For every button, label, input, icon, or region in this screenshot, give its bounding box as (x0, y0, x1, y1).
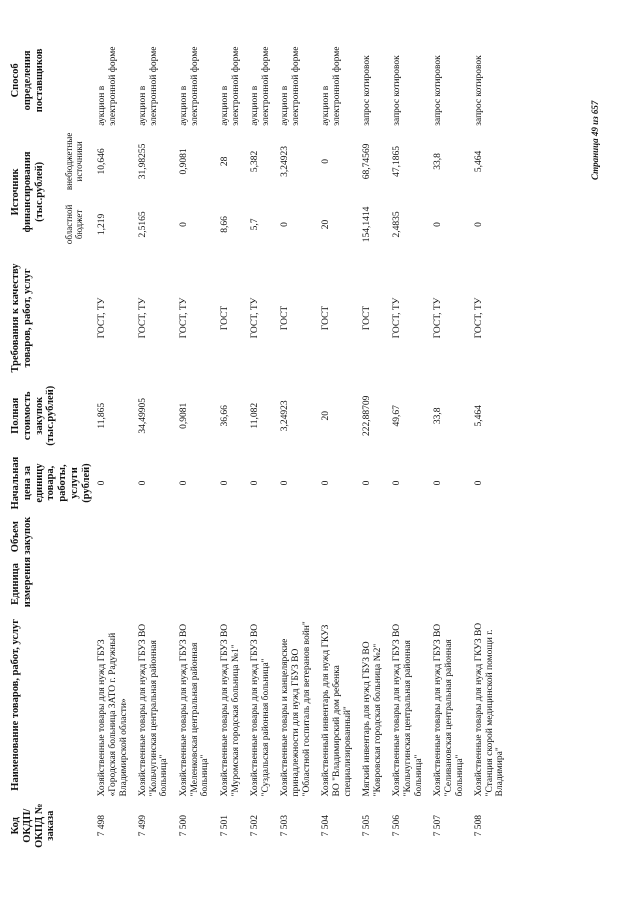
regional-budget-cell: 0 (179, 222, 189, 227)
method-cell: запрос котировок (392, 55, 403, 126)
order-code-cell: 7 503 (280, 815, 291, 837)
cost-cell: 11,865 (97, 402, 108, 429)
cost-cell: 33,8 (433, 407, 444, 425)
offbudget-cell: 0,9081 (179, 148, 189, 175)
offbudget-cell: 33,8 (433, 153, 444, 170)
table-header (8, 32, 94, 852)
unit-cell (430, 558, 471, 611)
table-row (247, 32, 277, 852)
requirements-cell: ГОСТ (321, 305, 332, 331)
order-code-cell: 7 501 (219, 815, 230, 837)
header-method: Способ определения поставщиков (10, 48, 45, 113)
method-cell: аукцион в электронной форме (138, 46, 159, 126)
price-cell: 0 (250, 480, 261, 486)
cost-cell: 222,88709 (362, 395, 373, 436)
requirements-cell: ГОСТ (280, 305, 291, 331)
page-number: Страница 49 из 657 (590, 100, 600, 180)
regional-budget-cell: 0 (474, 222, 485, 227)
requirements-cell: ГОСТ, ТУ (433, 297, 444, 339)
table-row (94, 32, 135, 852)
method-cell: запрос котировок (362, 55, 373, 126)
regional-budget-cell: 2,4835 (392, 211, 403, 238)
offbudget-cell: 0 (321, 159, 332, 164)
unit-cell (318, 558, 359, 611)
regional-budget-cell: 8,66 (219, 216, 230, 233)
method-cell: аукцион в электронной форме (280, 46, 301, 126)
item-name-cell: Хозяйственные товары для нужд ГБУЗ ВО "Селивановская центральная районная больница" (433, 623, 465, 797)
method-cell: аукцион в электронной форме (321, 46, 342, 126)
volume-cell (217, 516, 247, 558)
volume-cell (471, 516, 512, 558)
volume-cell (359, 516, 389, 558)
price-cell: 0 (97, 480, 108, 486)
item-name-cell: Хозяйственные товары для нужд ГБУЗ ВО "Кольчугинская центральная районная больница" (138, 623, 170, 797)
header-price: Начальная цена за единицу товара, работы, услуги (рублей) (10, 456, 92, 510)
order-code-cell: 7 502 (250, 815, 261, 837)
item-name-cell: Мягкий инвентарь для нужд ГБУЗ ВО "Ковровская городская больница №2" (362, 641, 383, 797)
volume-cell (94, 516, 135, 558)
item-name-cell: Хозяйственные товары и канцелярские принадлежности для нужд ГБУЗ ВО "Областной госпиталь для ветеранов войн" (280, 621, 312, 797)
rotated-page (0, 20, 640, 880)
offbudget-cell: 5,464 (474, 150, 485, 173)
cost-cell: 11,082 (250, 402, 261, 429)
table-row (217, 32, 247, 852)
volume-cell (318, 516, 359, 558)
price-cell: 0 (219, 480, 230, 486)
regional-budget-cell: 5,7 (250, 218, 261, 231)
unit-cell (277, 558, 318, 611)
table-row (359, 32, 389, 852)
table-row (135, 32, 176, 852)
table-row (389, 32, 430, 852)
header-source-regional: областной бюджет (64, 204, 85, 245)
unit-cell (359, 558, 389, 611)
item-name-cell: Хозяйственные товары для нужд ГБУЗ ВО "Суздальская районная больница" (250, 623, 271, 797)
requirements-cell: ГОСТ, ТУ (392, 297, 403, 339)
header-requirements: Требования к качеству товаров, работ, услуг (10, 263, 33, 373)
unit-cell (217, 558, 247, 611)
price-cell: 0 (321, 480, 332, 486)
order-code-cell: 7 508 (474, 815, 485, 837)
requirements-cell: ГОСТ, ТУ (97, 297, 108, 339)
price-cell: 0 (392, 480, 403, 486)
cost-cell: 5,464 (474, 405, 485, 427)
order-code-cell: 7 500 (179, 815, 189, 837)
unit-cell (247, 558, 277, 611)
header-source: Источник финансирования (тыс.рублей) (10, 151, 45, 233)
cost-cell: 49,67 (392, 405, 403, 427)
unit-cell (94, 558, 135, 611)
table-row (430, 32, 471, 852)
requirements-cell: ГОСТ, ТУ (250, 297, 261, 339)
offbudget-cell: 5,382 (250, 150, 261, 173)
item-name-cell: Хозяйственные товары для нужд ГКУЗ ВО "Станция скорой медицинской помощи г. Владимира" (474, 622, 506, 797)
cost-cell: 36,66 (219, 405, 230, 427)
requirements-cell: ГОСТ, ТУ (474, 297, 485, 339)
method-cell: аукцион в электронной форме (179, 46, 200, 126)
method-cell: аукцион в электронной форме (250, 46, 271, 126)
unit-cell (389, 558, 430, 611)
unit-cell (471, 558, 512, 611)
order-code-cell: 7 504 (321, 815, 332, 837)
offbudget-cell: 28 (219, 156, 230, 167)
header-cost: Полная стоимость закупок (тыс.рублей) (10, 385, 57, 446)
offbudget-cell: 47,1865 (392, 145, 403, 177)
method-cell: аукцион в электронной форме (97, 46, 118, 126)
method-cell: запрос котировок (433, 55, 444, 126)
table-row (277, 32, 318, 852)
cost-cell: 3,24923 (280, 400, 291, 432)
order-code-cell: 7 507 (433, 815, 444, 837)
method-cell: запрос котировок (474, 55, 485, 126)
order-code-cell: 7 505 (362, 815, 373, 837)
item-name-cell: Хозяйственные товары для нужд ГБУЗ «Городская больница ЗАТО г. Радужный Владимирской области» (97, 632, 129, 797)
price-cell: 0 (138, 480, 149, 486)
header-unit: Единица измерения (10, 557, 33, 608)
offbudget-cell: 10,646 (97, 148, 108, 175)
price-cell: 0 (474, 480, 485, 486)
unit-cell (176, 558, 217, 611)
cost-cell: 0,9081 (179, 402, 189, 429)
price-cell: 0 (433, 480, 444, 486)
item-name-cell: Хозяйственные товары для нужд ГБУЗ ВО "Муромская городская больница №1" (219, 623, 241, 797)
requirements-cell: ГОСТ (219, 305, 230, 331)
procurement-table (8, 32, 512, 852)
table-row (176, 32, 217, 852)
header-source-offbudget: внебюджетные источники (64, 132, 85, 191)
item-name-cell: Хозяйственные товары для нужд ГБУЗ ВО "Кольчугинская центральная районная больница" (392, 623, 424, 797)
cost-cell: 34,49905 (138, 397, 149, 434)
regional-budget-cell: 0 (280, 222, 291, 227)
item-name-cell: Хозяйственный инвентарь для нужд ГКУЗ ВО "Владимирский дом ребенка специализированный" (321, 624, 353, 797)
volume-cell (430, 516, 471, 558)
volume-cell (176, 516, 217, 558)
method-cell: аукцион в электронной форме (219, 46, 241, 126)
volume-cell (277, 516, 318, 558)
volume-cell (135, 516, 176, 558)
table-body (94, 32, 512, 852)
item-name-cell: Хозяйственные товары для нужд ГБУЗ ВО "Меленковская центральная районная больница" (179, 623, 211, 797)
order-code-cell: 7 506 (392, 815, 403, 837)
price-cell: 0 (179, 480, 189, 486)
header-name: Наименование товаров, работ, услуг (10, 618, 21, 791)
regional-budget-cell: 154,1414 (362, 206, 373, 243)
header-code: Код ОКДП/ ОКПД № заказа (10, 803, 57, 848)
price-cell: 0 (362, 480, 373, 486)
regional-budget-cell: 20 (321, 219, 332, 230)
requirements-cell: ГОСТ, ТУ (179, 297, 189, 339)
order-code-cell: 7 499 (138, 815, 149, 837)
regional-budget-cell: 1,219 (97, 213, 108, 236)
offbudget-cell: 3,24923 (280, 145, 291, 177)
requirements-cell: ГОСТ (362, 305, 373, 331)
regional-budget-cell: 2,5165 (138, 211, 149, 238)
order-code-cell: 7 498 (97, 815, 108, 837)
table-row (471, 32, 512, 852)
regional-budget-cell: 0 (433, 222, 444, 227)
table-row (318, 32, 359, 852)
offbudget-cell: 31,98255 (138, 143, 149, 180)
volume-cell (389, 516, 430, 558)
price-cell: 0 (280, 480, 291, 486)
cost-cell: 20 (321, 411, 332, 421)
offbudget-cell: 68,74569 (362, 143, 373, 180)
header-volume: Объем закупок (10, 516, 33, 555)
unit-cell (135, 558, 176, 611)
volume-cell (247, 516, 277, 558)
requirements-cell: ГОСТ, ТУ (138, 297, 149, 339)
